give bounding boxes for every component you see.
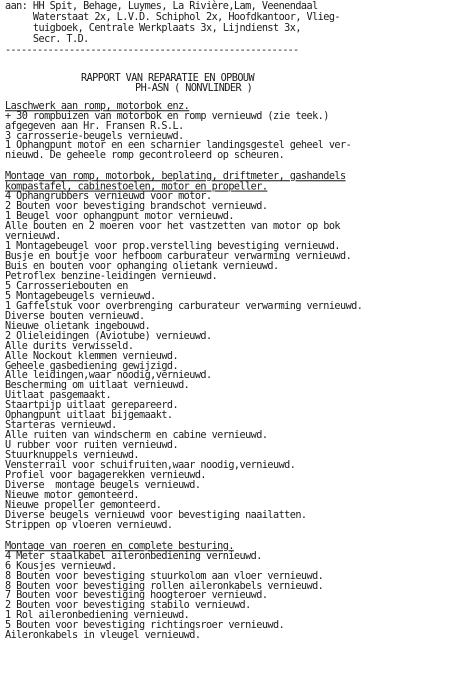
report-line: 6 Kousjes vernieuwd. [5, 560, 117, 572]
report-line: 1 Ophangpunt motor en een scharnier landingsgestel geheel ver- [5, 140, 352, 152]
header-line: aan: HH Spit, Behage, Luymes, La Rivière,Lam, Veenendaal [5, 0, 318, 13]
report-line: Buis en bouten voor ophanging olietank vernieuwd. [5, 260, 279, 273]
section-heading: Laschwerk aan romp, motorbok enz. [5, 100, 190, 112]
report-line: 5 Bouten voor bevestiging richtingsroer vernieuwd. [5, 620, 285, 632]
report-line: 4 Ophangrubbers vernieuwd voor motor. [5, 191, 212, 203]
report-line: 2 Bouten voor bevestiging stabilo vernieuwd. [5, 600, 251, 612]
report-line: Nieuwe motor gemonteerd. [5, 489, 140, 502]
report-line: 1 Rol aileronbediening vernieuwd. [5, 610, 190, 622]
report-line: 1 Beugel voor ophangpunt motor vernieuwd. [5, 211, 234, 223]
section-heading: Montage van roeren en complete besturing. [5, 540, 234, 553]
report-line: Diverse montage beugels vernieuwd. [5, 479, 201, 492]
report-line: Vensterrail voor schuifruiten,waar noodig,vernieuwd. [5, 460, 296, 472]
report-line: 8 Bouten voor bevestiging rollen aileronkabels vernieuwd. [5, 580, 324, 592]
report-line: nieuwd. De geheele romp gecontroleerd op scheuren. [5, 150, 285, 162]
report-section [5, 102, 443, 162]
report-line: 3 carrosserie-beugels vernieuwd. [5, 130, 184, 142]
report-line: Strippen op vloeren vernieuwd. [5, 519, 173, 532]
report-line: Ophangpunt uitlaat bijgemaakt. [5, 410, 173, 422]
report-line: Alle bouten en 2 moeren voor het vastzetten van motor op bok [5, 221, 341, 233]
report-line: 8 Bouten voor bevestiging stuurkolom aan vloer vernieuwd. [5, 570, 324, 582]
report-line: afgegeven aan Hr. Fransen R.S.L. [5, 120, 184, 132]
section-spacer [5, 531, 443, 537]
report-subtitle: PH-ASN ( NONVLINDER ) [135, 82, 253, 95]
header-line: Secr. T.D. [5, 33, 89, 46]
report-line: 1 Gaffelstuk voor overbrenging carburateur verwarming vernieuwd. [5, 300, 363, 313]
report-line: Alle ruiten van windscherm en cabine vernieuwd. [5, 430, 268, 442]
header-line: tuigboek, Centrale Werkplaats 3x, Lijndienst 3x, [5, 22, 301, 35]
report-section [5, 161, 443, 530]
report-line: + 30 rompbuizen van motorbok en romp vernieuwd (zie teek.) [5, 110, 329, 122]
section-spacer [5, 161, 443, 167]
report-line: Bescherming om uitlaat vernieuwd. [5, 380, 190, 392]
report-line: Uitlaat pasgemaakt. [5, 390, 112, 402]
header-divider: ------------------------------------------------------- [5, 44, 299, 57]
report-line: Stuurknuppels vernieuwd. [5, 450, 140, 462]
report-line: Profiel voor bagagerekken vernieuwd. [5, 469, 207, 482]
report-line: Starteras vernieuwd. [5, 420, 117, 432]
report-line: Diverse beugels vernieuwd voor bevestiging naailatten. [5, 509, 307, 522]
report-line: Alle durits verwisseld. [5, 340, 134, 352]
report-line: Geheele gasbediening gewijzigd. [5, 360, 179, 372]
report-line: U rubber voor ruiten vernieuwd. [5, 440, 179, 452]
report-line: 4 Meter staalkabel aileronbediening vernieuwd. [5, 550, 262, 562]
report-line: Aileronkabels in vleugel vernieuwd. [5, 630, 201, 642]
report-line: Nieuwe olietank ingebouwd. [5, 320, 151, 332]
report-line: Busje en boutje voor hefboom carburateur verwarming vernieuwd. [5, 250, 352, 263]
report-line: Diverse bouten vernieuwd. [5, 310, 145, 323]
report-line: Alle leidingen,waar noodig,vernieuwd. [5, 370, 212, 382]
section-heading: Montage van romp, motorbok, beplating, driftmeter, gashandels kompastafel, cabinestoelen, motor en propeller. [5, 171, 346, 193]
report-line: Alle Nockout klemmen vernieuwd. [5, 350, 179, 362]
report-line: vernieuwd. [5, 231, 61, 243]
report-line: 2 Bouten voor bevestiging brandschot vernieuwd. [5, 201, 268, 213]
report-line: 5 Montagebeugels vernieuwd. [5, 290, 156, 303]
report-line: 5 Carrosseriebouten en [5, 280, 128, 293]
report-line: Nieuwe propeller gemonteerd. [5, 499, 162, 512]
report-line: 1 Montagebeugel voor prop.verstelling bevestiging vernieuwd. [5, 241, 341, 253]
distribution-header [5, 2, 443, 45]
report-sections [5, 102, 443, 642]
report-line: 7 Bouten voor bevestiging hoogteroer vernieuwd. [5, 590, 268, 602]
report-line: Staartpijp uitlaat gerepareerd. [5, 400, 179, 412]
report-title: RAPPORT VAN REPARATIE EN OPBOUW [81, 72, 255, 85]
report-section [5, 531, 443, 642]
report-line: Petroflex benzine-leidingen vernieuwd. [5, 270, 218, 283]
report-line: 2 Olieleidingen (Aviotube) vernieuwd. [5, 330, 212, 342]
header-line: Waterstaat 2x, L.V.D. Schiphol 2x, Hoofdkantoor, Vlieg- [5, 11, 341, 24]
